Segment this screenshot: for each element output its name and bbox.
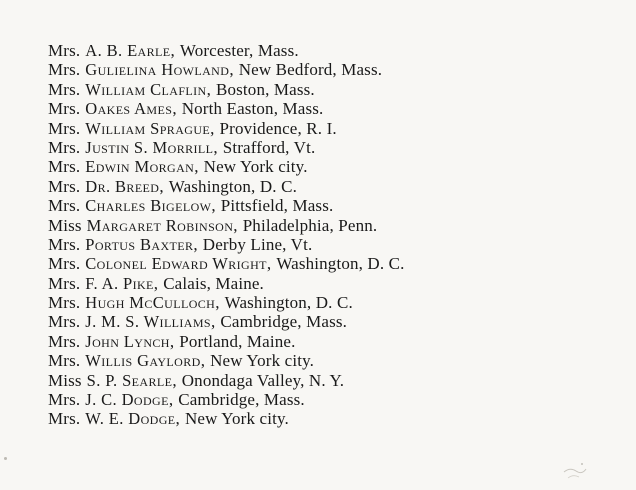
separator: , xyxy=(172,99,177,119)
list-item xyxy=(48,312,405,331)
separator: , xyxy=(159,176,164,196)
entry-title: Mrs. xyxy=(48,312,81,332)
list-item xyxy=(48,216,405,235)
entry-title: Mrs. xyxy=(48,41,81,60)
separator: , xyxy=(266,254,272,274)
entry-place: Pittsfield, Mass. xyxy=(220,196,334,216)
list-item xyxy=(48,41,405,60)
entry-place: Washington, D. C. xyxy=(168,176,297,196)
list-item xyxy=(48,371,405,390)
list-item xyxy=(48,99,405,118)
list-item xyxy=(48,409,405,428)
entry-title: Miss xyxy=(48,215,82,235)
entry-title: Mrs. xyxy=(48,118,81,138)
separator: , xyxy=(211,312,216,332)
entry-place: Onondaga Valley, N. Y. xyxy=(181,370,345,390)
entry-name: F. A. Pike xyxy=(85,273,154,293)
separator: , xyxy=(210,118,215,138)
entry-name: A. B. Earle xyxy=(85,41,171,60)
entry-place: North Easton, Mass. xyxy=(181,99,324,119)
entry-name: William Sprague xyxy=(85,118,211,138)
entry-place: Providence, R. I. xyxy=(219,118,337,138)
entry-name: W. E. Dodge xyxy=(85,409,176,429)
entry-place: New York city. xyxy=(210,351,315,371)
entry-place: Washington, D. C. xyxy=(224,293,353,313)
list-item xyxy=(48,235,405,254)
entry-name: Oakes Ames xyxy=(85,99,173,119)
entry-name: S. P. Searle xyxy=(86,370,173,390)
entry-place: Washington, D. C. xyxy=(276,254,405,274)
entry-name: Willis Gaylord xyxy=(85,351,201,371)
entry-name: William Claflin xyxy=(85,79,207,99)
separator: , xyxy=(233,215,238,235)
separator: , xyxy=(168,390,174,410)
list-item xyxy=(48,332,405,351)
paper-speck xyxy=(4,457,7,460)
entry-place: Derby Line, Vt. xyxy=(202,234,313,254)
entry-place: Philadelphia, Penn. xyxy=(242,215,378,235)
list-item xyxy=(48,254,405,273)
separator: , xyxy=(213,137,218,157)
entry-name: Gulielina Howland xyxy=(85,60,230,80)
entry-place: Cambridge, Mass. xyxy=(178,390,305,410)
list-item xyxy=(48,177,405,196)
entry-name: Portus Baxter xyxy=(85,234,194,254)
separator: , xyxy=(194,157,199,177)
list-item xyxy=(48,60,405,79)
entry-title: Mrs. xyxy=(48,351,81,371)
entry-place: New York city. xyxy=(184,409,289,429)
entry-title: Mrs. xyxy=(48,60,81,80)
separator: , xyxy=(215,293,220,313)
separator: , xyxy=(200,351,206,371)
entry-title: Mrs. xyxy=(48,234,81,254)
entry-name: J. M. S. Williams xyxy=(85,312,212,332)
entry-place: New Bedford, Mass. xyxy=(238,60,383,80)
list-item xyxy=(48,80,405,99)
list-item xyxy=(48,293,405,312)
list-item xyxy=(48,274,405,293)
entry-name: Charles Bigelow xyxy=(85,196,212,216)
separator: , xyxy=(193,234,198,254)
separator: , xyxy=(211,196,216,216)
entry-title: Mrs. xyxy=(48,273,81,293)
entry-place: New York city. xyxy=(203,157,308,177)
entry-title: Mrs. xyxy=(48,409,81,429)
entry-name: Edwin Morgan xyxy=(85,157,195,177)
entry-title: Mrs. xyxy=(48,79,81,99)
list-item xyxy=(48,119,405,138)
entry-name: Margaret Robinson xyxy=(86,215,234,235)
name-list xyxy=(48,41,405,429)
paper-smudge xyxy=(560,458,590,486)
separator: , xyxy=(206,79,212,99)
separator: , xyxy=(175,409,180,429)
entry-place: Boston, Mass. xyxy=(216,79,315,99)
list-item xyxy=(48,196,405,215)
entry-name: Dr. Breed xyxy=(85,176,160,196)
list-item xyxy=(48,351,405,370)
entry-place: Worcester, Mass. xyxy=(179,41,299,60)
entry-place: Portland, Maine. xyxy=(179,331,296,351)
list-item xyxy=(48,390,405,409)
entry-title: Mrs. xyxy=(48,293,81,313)
entry-title: Mrs. xyxy=(48,331,81,351)
entry-place: Calais, Maine. xyxy=(163,273,264,293)
entry-name: John Lynch xyxy=(85,331,170,351)
entry-name: Colonel Edward Wright xyxy=(85,254,267,274)
entry-title: Mrs. xyxy=(48,196,81,216)
separator: , xyxy=(170,41,175,60)
entry-title: Mrs. xyxy=(48,176,81,196)
entry-title: Mrs. xyxy=(48,390,81,410)
entry-title: Mrs. xyxy=(48,254,81,274)
separator: , xyxy=(229,60,234,80)
entry-title: Mrs. xyxy=(48,157,81,177)
list-item xyxy=(48,157,405,176)
separator: , xyxy=(172,370,177,390)
entry-name: J. C. Dodge xyxy=(85,390,169,410)
entry-place: Strafford, Vt. xyxy=(222,137,316,157)
entry-place: Cambridge, Mass. xyxy=(220,312,348,332)
separator: , xyxy=(169,331,175,351)
entry-title: Mrs. xyxy=(48,137,81,157)
entry-title: Mrs. xyxy=(48,99,81,119)
entry-name: Hugh McCulloch xyxy=(85,293,216,313)
list-item xyxy=(48,138,405,157)
entry-name: Justin S. Morrill xyxy=(85,137,214,157)
entry-title: Miss xyxy=(48,370,82,390)
separator: , xyxy=(153,273,159,293)
